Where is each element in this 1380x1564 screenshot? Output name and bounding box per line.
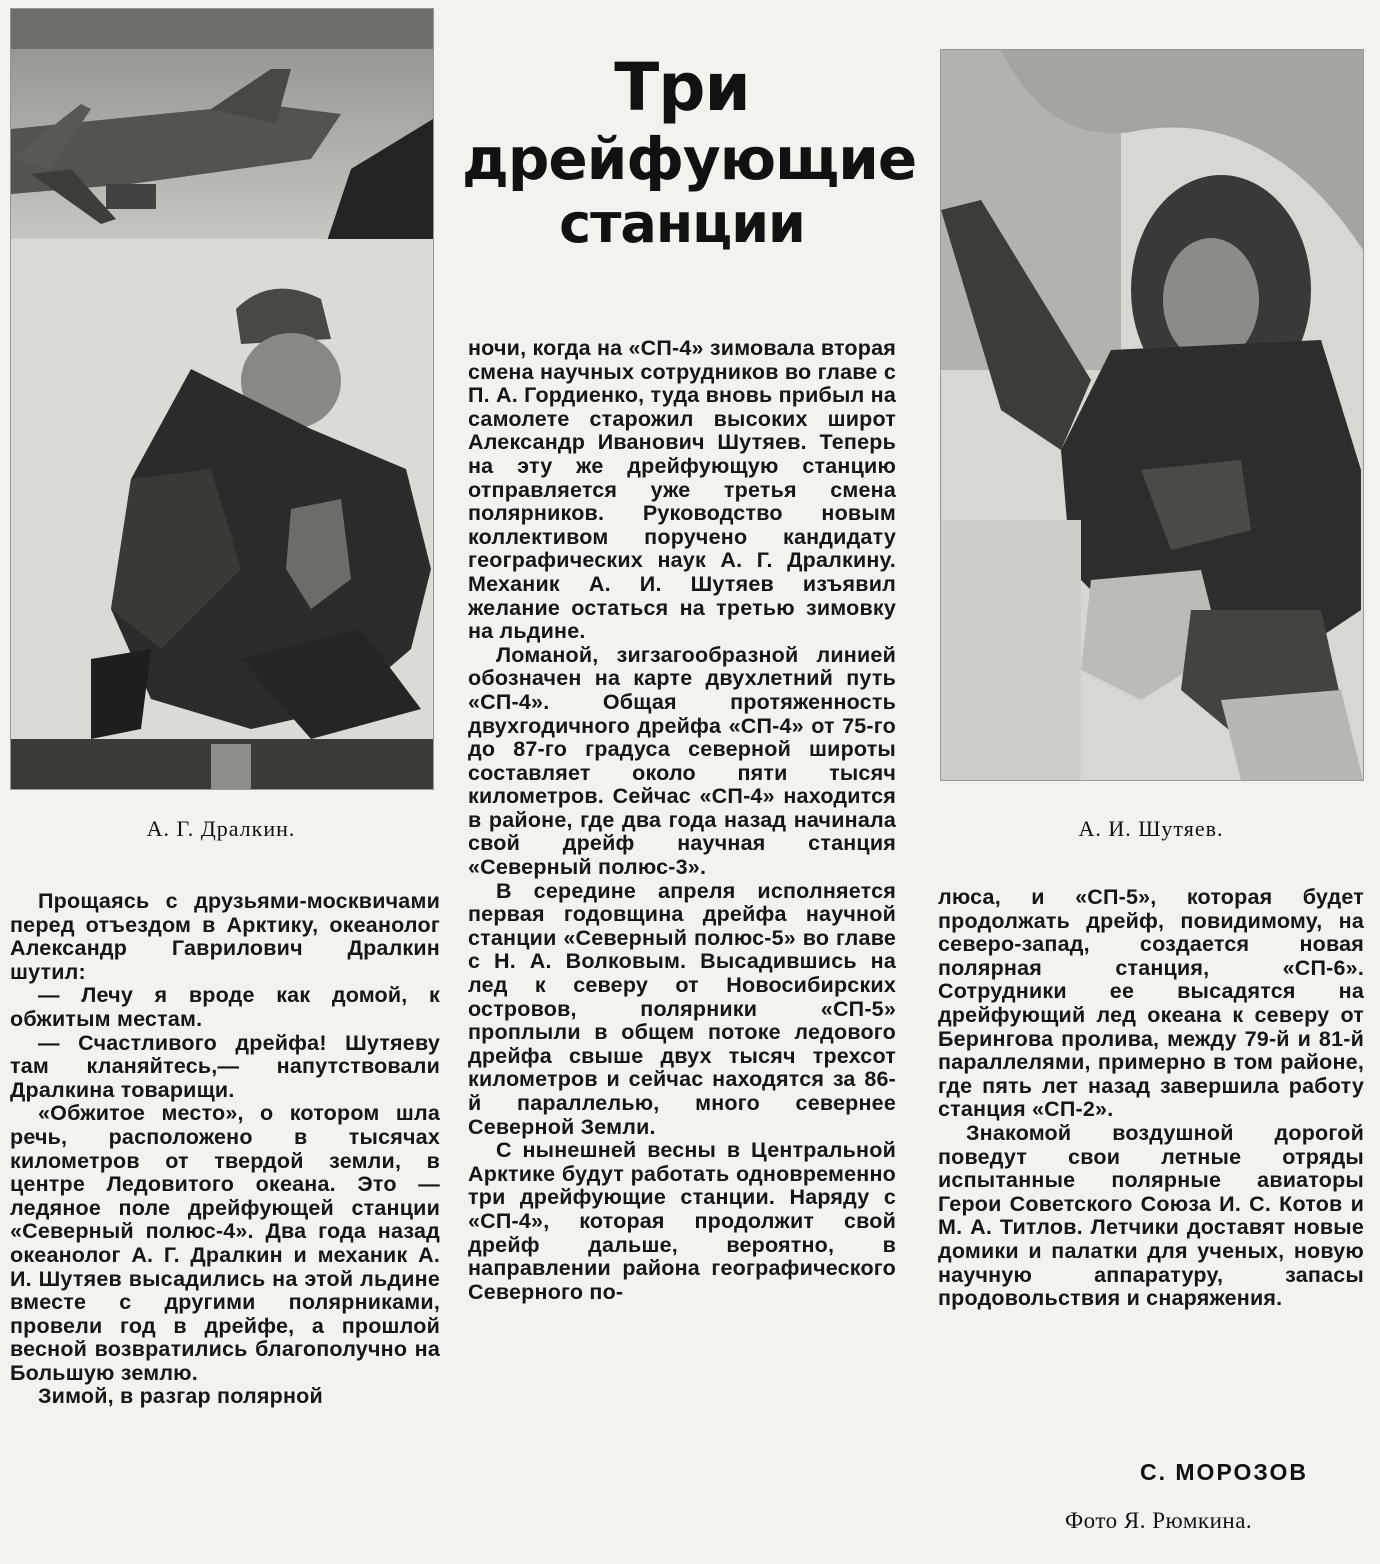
headline-line-2: дрейфующие xyxy=(462,124,917,193)
paragraph: люса, и «СП-5», которая будет продолжать дрейф, повидимому, на северо-запад, создается новая полярная станция, «СП-6». Сотрудники ее высадятся на дрейфующий лед океана к северу от Берингова пролива, между 79-й и 81-й параллелями, примерно в том районе, где пять лет назад завершила работу станция «СП-2». xyxy=(938,885,1364,1122)
paragraph: «Обжитое место», о котором шла речь, расположено в тысячах километров от твердой земли, в центре Ледовитого океана. Это — ледяное поле дрейфующей станции «Северный полюс-4». Два года назад океанолог А. Г. Дралкин и механик А. И. Шутяев высадились на этой льдине вместе с другими полярниками, провели год в дрейфе, а прошлой весной возвратились благополучно на Большую землю. xyxy=(10,1101,440,1385)
text-column-middle xyxy=(468,337,896,1304)
author-signature: С. МОРОЗОВ xyxy=(1140,1459,1308,1485)
headline-line-3: станции xyxy=(559,191,805,255)
text-column-left xyxy=(10,890,440,1409)
photo-dralkin xyxy=(10,8,434,790)
paragraph: Знакомой воздушной дорогой поведут свои летные отряды испытанные полярные авиаторы Герои Советского Союза И. С. Котов и М. А. Титлов. Летчики доставят новые домики и палатки для ученых, новую научную аппаратуру, запасы продовольствия и снаряжения. xyxy=(938,1120,1364,1311)
paragraph: — Лечу я вроде как домой, к обжитым местам. xyxy=(10,983,440,1031)
photo-shutyaev-image xyxy=(941,50,1363,780)
photo-shutyaev xyxy=(940,49,1364,781)
paragraph: — Счастливого дрейфа! Шутяеву там кланяйтесь,— напутствовали Дралкина товарищи. xyxy=(10,1030,440,1102)
paragraph: Прощаясь с друзьями-москвичами перед отъездом в Арктику, океанолог Александр Гаврилович Дралкин шутил: xyxy=(10,889,440,984)
photo-credit: Фото Я. Рюмкина. xyxy=(1065,1508,1253,1533)
paragraph: Зимой, в разгар полярной xyxy=(38,1384,323,1409)
photo-dralkin-image xyxy=(11,9,433,789)
paragraph: С нынешней весны в Центральной Арктике будут работать одновременно три дрейфующие станции. Наряду с «СП-4», которая продолжит свой дрейф дальше, вероятно, в направлении района географического Северного по- xyxy=(468,1138,896,1304)
article-headline xyxy=(462,49,917,255)
paragraph: Ломаной, зигзагообразной линией обозначен на карте двухлетний путь «СП-4». Общая протяженность двухгодичного дрейфа «СП-4» от 75-го до 87-го градуса северной широты составляет около пяти тысяч километров. Сейчас «СП-4» находится в районе, где два года назад начинала свой дрейф научная станция «Северный полюс-3». xyxy=(468,642,896,880)
text-column-right xyxy=(938,886,1364,1311)
caption-dralkin: А. Г. Дралкин. xyxy=(146,816,296,841)
paragraph: ночи, когда на «СП-4» зимовала вторая смена научных сотрудников во главе с П. А. Гордиенко, туда вновь прибыл на самолете старожил высоких широт Александр Иванович Шутяев. Теперь на эту же дрейфующую станцию отправляется уже третья смена полярников. Руководство новым коллективом поручено кандидату географических наук А. Г. Дралкину. Механик А. И. Шутяев изъявил желание остаться на третью зимовку на льдине. xyxy=(468,336,896,644)
paragraph: В середине апреля исполняется первая годовщина дрейфа научной станции «Северный полюс-5» во главе с Н. А. Волковым. Высадившись на лед к северу от Новосибирских островов, полярники «СП-5» проплыли в общем потоке ледового дрейфа свыше двух тысяч трехсот километров и сейчас находятся за 86-й параллелью, много севернее Северной Земли. xyxy=(468,878,896,1139)
headline-line-1: Три xyxy=(614,49,750,126)
caption-shutyaev: А. И. Шутяев. xyxy=(1078,816,1224,841)
